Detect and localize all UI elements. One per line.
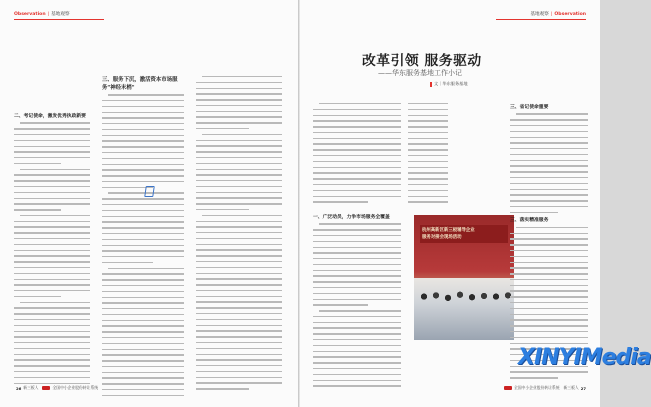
byline-text: 文｜华东服务基地 [434, 81, 468, 86]
right-column-2-top [408, 103, 448, 209]
right-header-section: 基地观察 [530, 12, 549, 17]
section-heading-4: 三、省记使命重要 [510, 105, 549, 110]
quote-icon [144, 186, 155, 197]
article-subtitle: ——华东服务基地工作小记 [378, 69, 462, 77]
left-page-footer [14, 385, 98, 391]
left-header-section: 基地观察 [51, 12, 70, 17]
watermark-logo: XINYIMedia [518, 345, 651, 370]
left-column-1 [14, 112, 90, 382]
left-column-2 [102, 76, 184, 382]
left-header-rule [14, 19, 104, 20]
left-page-number: 26 [16, 385, 22, 391]
article-title: 改革引领 服务驱动 [362, 53, 482, 69]
right-header-label: Observation [554, 11, 586, 17]
left-column-1-text [14, 122, 90, 384]
left-page [0, 0, 298, 407]
section-heading-2: 二、考记使命，激发优秀执政新要 [14, 114, 86, 119]
left-column-3 [196, 76, 282, 382]
left-footer-text: 新三板人 [23, 385, 39, 390]
org-logo-icon-right [504, 386, 512, 390]
left-footer-org: 全国中小企业股份转让系统 [52, 385, 99, 390]
right-footer-org: 全国中小企业股份转让系统 [513, 385, 560, 390]
right-footer-text: 新三板人 [563, 385, 579, 390]
photo-banner-line-1: 杭州高新区新三板辅导企业 [422, 228, 475, 233]
event-photo [414, 215, 514, 340]
photo-crowd [414, 278, 514, 340]
right-column-3 [510, 103, 588, 381]
right-page-header: 基地观察 | Observation [530, 11, 586, 17]
left-header-label: Observation [14, 11, 46, 17]
section-heading-3: 三、服务下沉，激活资本市场服务"神经末梢" [102, 77, 178, 91]
left-page-header: Observation | 基地观察 [14, 11, 70, 17]
section-heading-5: 三、落实精准服务 [510, 218, 549, 224]
section-heading-1: 一、广泛动员，力争市场服务全覆盖 [313, 215, 390, 220]
photo-banner-line-2: 服务对接会现场活动 [422, 235, 462, 240]
right-page-number: 27 [580, 385, 586, 391]
left-column-2-text [102, 94, 184, 396]
org-logo-icon [42, 386, 50, 390]
right-header-rule [496, 19, 586, 20]
right-page-footer [504, 385, 588, 391]
article-byline [430, 81, 468, 87]
right-column-1-bottom [313, 213, 401, 381]
right-column-1-top [313, 103, 401, 211]
left-column-3-text [196, 76, 282, 390]
